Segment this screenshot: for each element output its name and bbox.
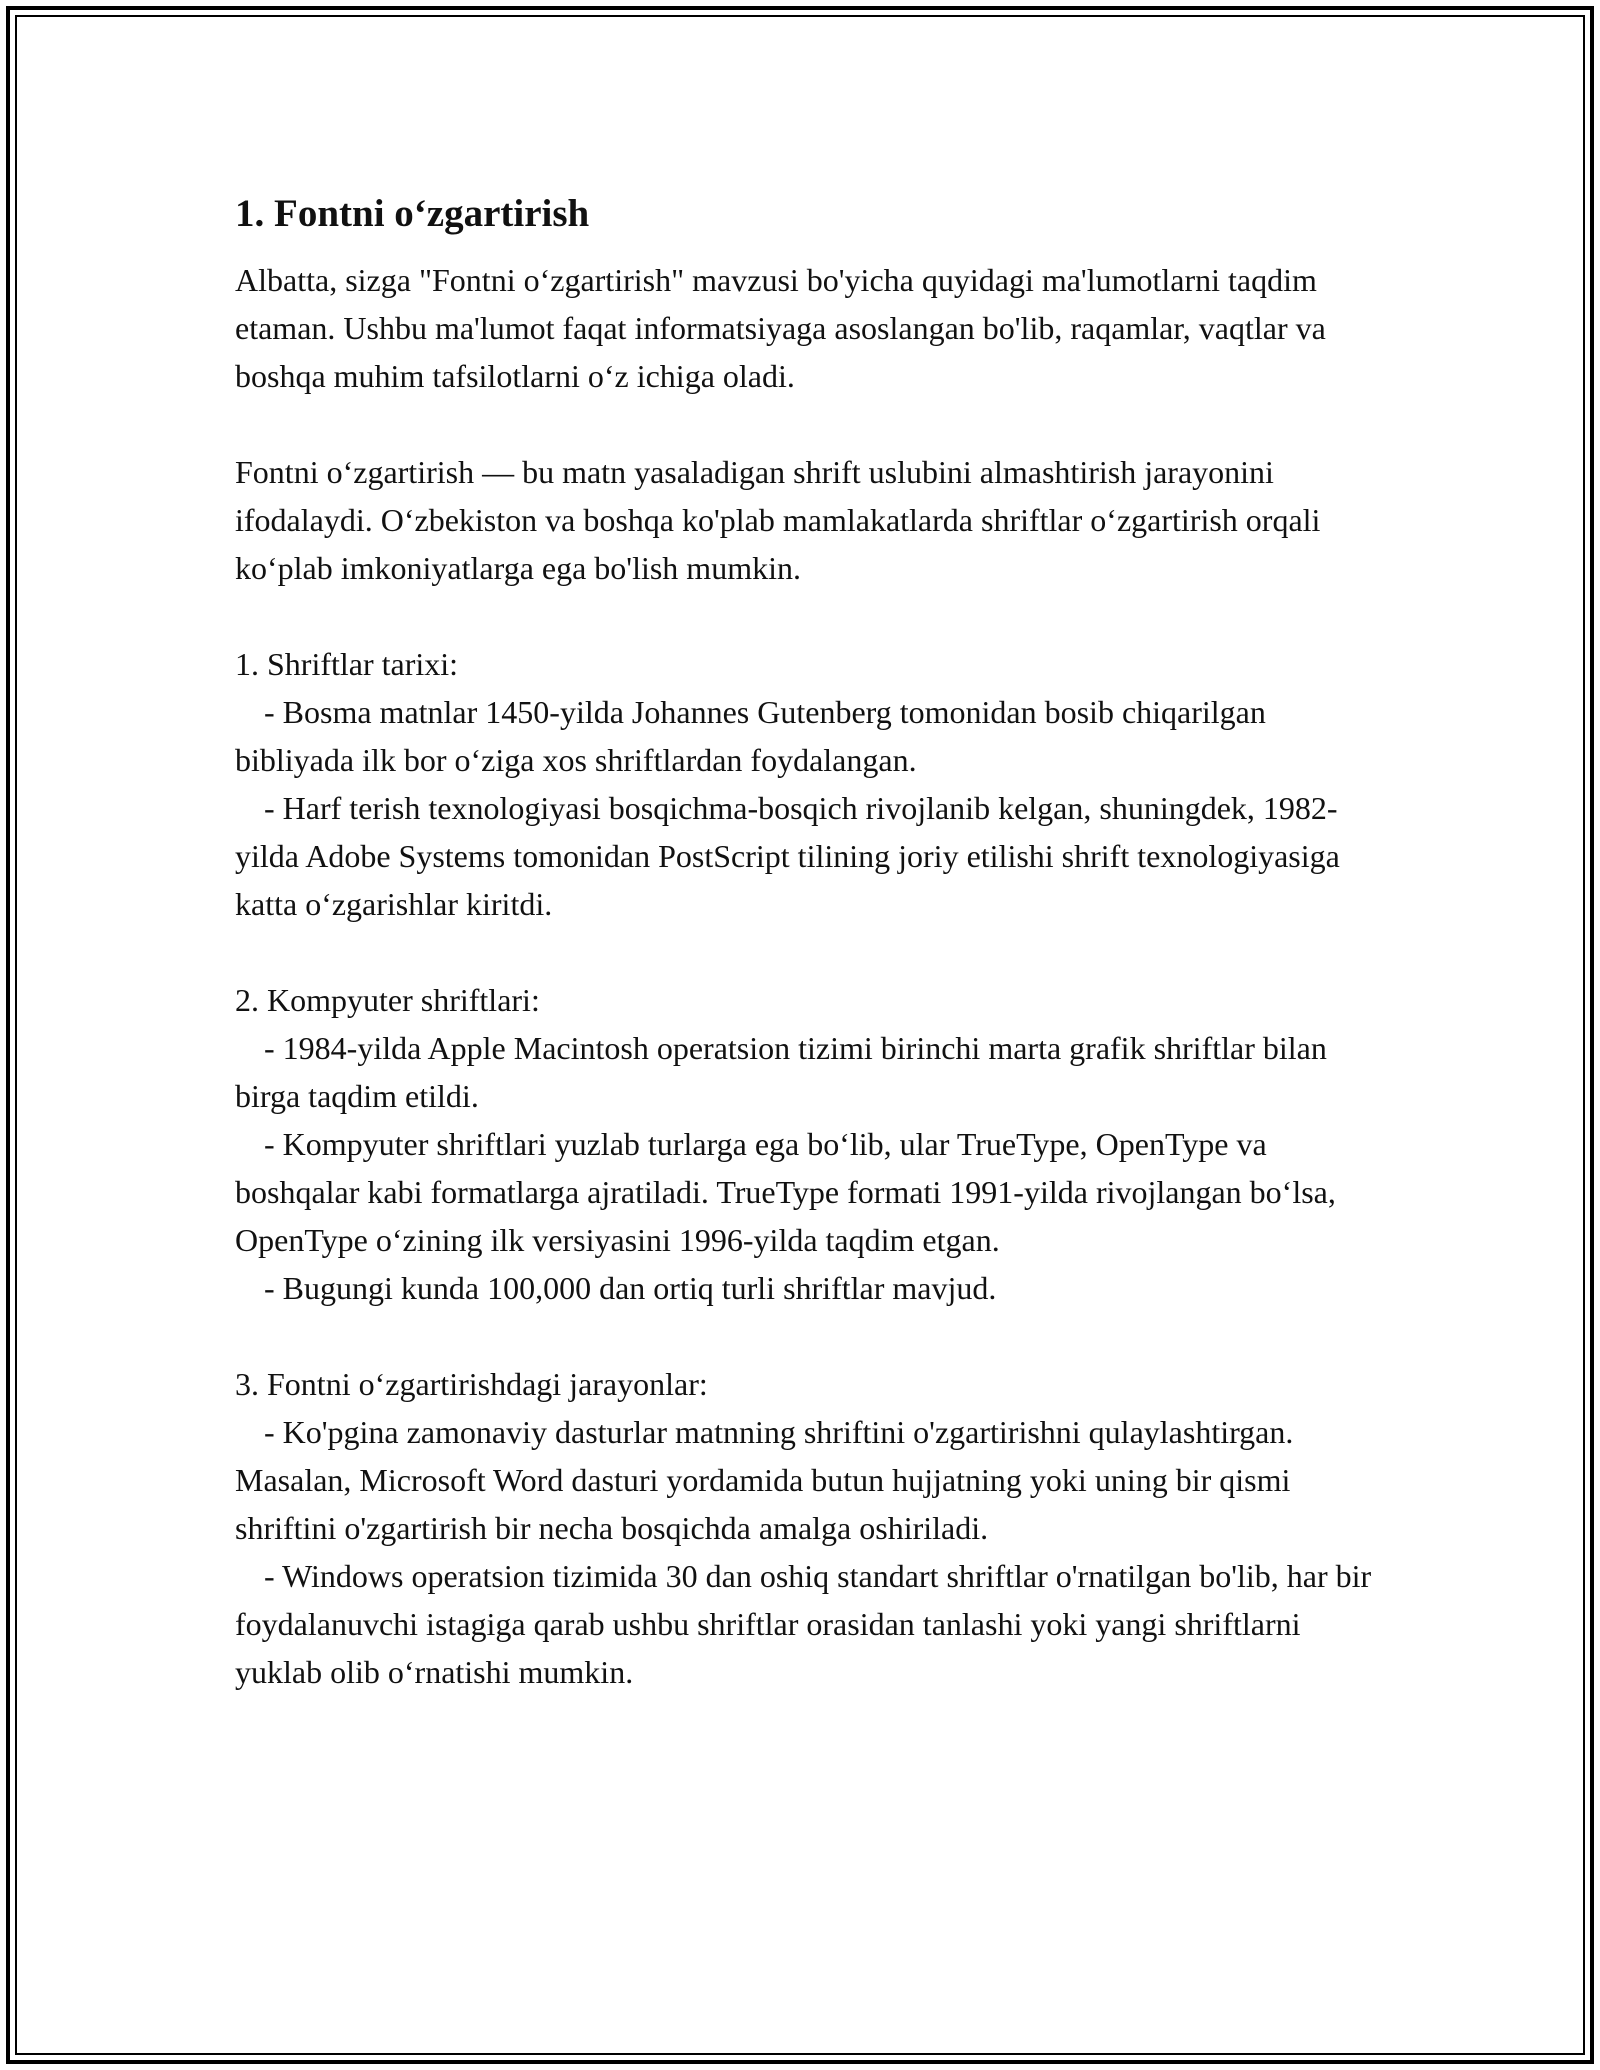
paragraph-spacer — [235, 592, 1385, 640]
paragraph-spacer — [235, 928, 1385, 976]
paragraph-spacer — [235, 400, 1385, 448]
section-heading: 3. Fontni o‘zgartirishdagi jarayonlar: — [235, 1366, 708, 1402]
list-item: - Kompyuter shriftlari yuzlab turlarga ega bo‘lib, ular TrueType, OpenType va boshqalar kabi formatlarga ajratiladi. TrueType formati 1991-yilda rivojlangan bo‘lsa, OpenType o‘zining ilk versiyasini 1996-yilda taqdim etgan. — [235, 1126, 1336, 1258]
list-item: - Windows operatsion tizimida 30 dan oshiq standart shriftlar o'rnatilgan bo'lib, har bir foydalanuvchi istagiga qarab ushbu shriftlar orasidan tanlashi yoki yangi shriftlarni yuklab olib o‘rnatishi mumkin. — [235, 1558, 1372, 1690]
section-history — [235, 640, 1385, 928]
list-item: - 1984-yilda Apple Macintosh operatsion tizimi birinchi marta grafik shriftlar bilan birga taqdim etildi. — [235, 1030, 1327, 1114]
document-title: 1. Fontni o‘zgartirish — [235, 192, 590, 235]
list-item: - Ko'pgina zamonaviy dasturlar matnning shriftini o'zgartirishni qulaylashtirgan. Masalan, Microsoft Word dasturi yordamida butun hujjatning yoki uning bir qismi shriftini o'zgartirish bir necha bosqichda amalga oshiriladi. — [235, 1414, 1294, 1546]
section-heading: 1. Shriftlar tarixi: — [235, 646, 459, 682]
section-heading: 2. Kompyuter shriftlari: — [235, 982, 540, 1018]
section-font-change-process — [235, 1360, 1385, 1696]
list-item: - Bugungi kunda 100,000 dan ortiq turli shriftlar mavjud. — [264, 1270, 997, 1306]
definition-paragraph: Fontni o‘zgartirish — bu matn yasaladigan shrift uslubini almashtirish jarayonini ifodalaydi. O‘zbekiston va boshqa ko'plab mamlakatlarda shriftlar o‘zgartirish orqali ko‘plab imkoniyatlarga ega bo'lish mumkin. — [235, 454, 1321, 586]
document-body — [235, 186, 1385, 1696]
intro-paragraph: Albatta, sizga "Fontni o‘zgartirish" mavzusi bo'yicha quyidagi ma'lumotlarni taqdim etaman. Ushbu ma'lumot faqat informatsiyaga asoslangan bo'lib, raqamlar, vaqtlar va boshqa muhim tafsilotlarni o‘z ichiga oladi. — [235, 262, 1326, 394]
list-item: - Bosma matnlar 1450-yilda Johannes Gutenberg tomonidan bosib chiqarilgan bibliyada ilk bor o‘ziga xos shriftlardan foydalangan. — [235, 694, 1266, 778]
section-computer-fonts — [235, 976, 1385, 1312]
paragraph-spacer — [235, 1312, 1385, 1360]
list-item: - Harf terish texnologiyasi bosqichma-bosqich rivojlanib kelgan, shuningdek, 1982-yilda Adobe Systems tomonidan PostScript tilining joriy etilishi shrift texnologiyasiga katta o‘zgarishlar kiritdi. — [235, 790, 1340, 922]
